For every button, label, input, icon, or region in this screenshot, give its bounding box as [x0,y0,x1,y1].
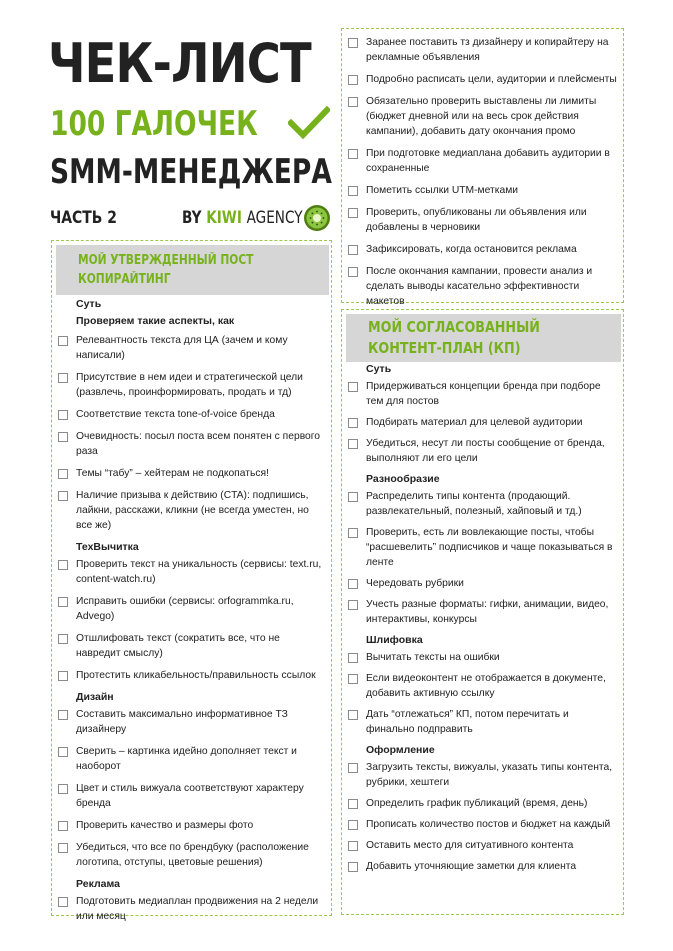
checklist-item[interactable] [348,205,619,235]
checkbox[interactable] [348,600,358,610]
checklist-item-label: После окончания кампании, провести анализ и сделать выводы касательно эффективности макетов [366,266,593,307]
checklist-item[interactable] [58,840,327,870]
checklist-item-label: Подробно расписать цели, аудитории и плейсменты [366,74,617,85]
checklist-item[interactable] [348,838,619,853]
checklist-item[interactable] [58,818,327,833]
checklist-item-label: Отшлифовать текст (сократить все, что не навредит смыслу) [76,633,280,659]
checklist-item-label: Убедиться, что все по брендбуку (расположение логотипа, отступы, цветовые решения) [76,842,309,868]
checklist-item[interactable] [348,796,619,811]
checkbox[interactable] [58,432,68,442]
checkbox[interactable] [58,747,68,757]
checkbox[interactable] [348,38,358,48]
approved-post-heading [56,245,329,295]
checklist-item-label: Подготовить медиаплан продвижения на 2 недели или месяц [76,896,319,922]
checklist-item-label: Если видеоконтент не отображается в документе, добавить активную ссылку [366,673,606,699]
checklist-item-label: Проверить, есть ли вовлекающие посты, чтобы “расшевелить” подписчиков и чаще показываться в ленте [366,527,613,568]
checklist-item-label: Оставить место для ситуативного контента [366,840,574,851]
checklist-item[interactable] [348,72,619,87]
section-label: Шлифовка [366,634,423,646]
content-plan-checklist [348,362,619,880]
checklist-item-label: Составить максимально информативное ТЗ дизайнеру [76,709,288,735]
checklist-item[interactable] [348,436,619,466]
checkbox[interactable] [58,843,68,853]
checklist-item-label: Определить график публикаций (время, день) [366,798,588,809]
checklist-item-label: При подготовке медиаплана добавить аудитории в сохраненные [366,148,610,174]
checklist-item[interactable] [348,760,619,790]
checkmark-icon [288,106,330,140]
checkbox[interactable] [348,245,358,255]
checkbox[interactable] [348,799,358,809]
checklist-item-label: Сверить – картинка идейно дополняет текст и наоборот [76,746,297,772]
checkbox[interactable] [348,841,358,851]
brand-kiwi: KIWI [206,208,242,228]
checklist-item[interactable] [58,557,327,587]
section-label: Дизайн [76,691,114,703]
checklist-item-label: Вычитать тексты на ошибки [366,652,500,663]
checkbox[interactable] [58,897,68,907]
checklist-item[interactable] [58,594,327,624]
checklist-item-label: Прописать количество постов и бюджет на каждый [366,819,611,830]
checklist-item-label: Чередовать рубрики [366,578,464,589]
approved-post-panel [51,240,332,922]
section-label: Оформление [366,744,435,756]
checklist-item[interactable] [58,429,327,459]
checklist-item[interactable] [58,370,327,400]
checklist-item-label: Темы “табу” – хейтерам не подкопаться! [76,468,269,479]
checklist-item-label: Подбирать материал для целевой аудитории [366,417,583,428]
checkbox[interactable] [348,149,358,159]
checklist-item-label: Дать “отлежаться” КП, потом перечитать и финально подправить [366,709,569,735]
section-label: Суть [366,363,392,375]
checklist-item[interactable] [348,264,619,309]
approved-post-heading-line2: КОПИРАЙТИНГ [78,272,171,287]
checklist-item[interactable] [348,183,619,198]
checklist-item[interactable] [348,576,619,591]
checkbox[interactable] [348,97,358,107]
checklist-item[interactable] [58,894,327,924]
checklist-item-label: Проверить качество и размеры фото [76,820,254,831]
checklist-item-label: Зафиксировать, когда остановится реклама [366,244,577,255]
checkbox[interactable] [348,820,358,830]
checklist-item[interactable] [348,146,619,176]
checkbox[interactable] [348,528,358,538]
checklist-item[interactable] [348,671,619,701]
checklist-item-label: Наличие призыва к действию (CTA): подпишись, лайкни, расскажи, кликни (не всегда уместен, но все же) [76,490,309,531]
checklist-item-label: Соответствие текста tone-of-voice бренда [76,409,275,420]
checklist-item-label: Распределить типы контента (продающий. развлекательный, полезный, хайповый и тд.) [366,491,582,517]
checklist-item[interactable] [348,817,619,832]
checkbox[interactable] [58,336,68,346]
brand-credit [182,208,303,228]
checkbox[interactable] [58,469,68,479]
checkbox[interactable] [58,671,68,681]
checklist-item[interactable] [348,35,619,65]
page-title: ЧЕК-ЛИСТ [48,32,311,95]
checklist-item[interactable] [348,379,619,409]
checkbox[interactable] [348,418,358,428]
checkbox[interactable] [348,763,358,773]
checklist-item-label: Цвет и стиль вижуала соответствуют характеру бренда [76,783,304,809]
checklist-item-label: Придерживаться концепции бренда при подборе тем для постов [366,381,601,407]
checklist-item-label: Обязательно проверить выставлены ли лимиты (бюджет дневной или на весь срок действия кампании), добавить дату окончания промо [366,96,597,137]
checklist-item-label: Убедиться, несут ли посты сообщение от бренда, выполняют ли его цели [366,438,605,464]
checklist-item-label: Протестить кликабельность/правильность ссылок [76,670,316,681]
checklist-item-label: Присутствие в нем идеи и стратегической цели (развлечь, проинформировать, продать и тд) [76,372,303,398]
checklist-item[interactable] [58,781,327,811]
checklist-item[interactable] [58,707,327,737]
checkbox[interactable] [348,862,358,872]
checklist-item-label: Загрузить тексты, вижуалы, указать типы контента, рубрики, хештеги [366,762,613,788]
ads-checklist [348,35,619,316]
content-plan-heading-line1: МОЙ СОГЛАСОВАННЫЙ [368,318,540,336]
checklist-item-label: Релевантность текста для ЦА (зачем и кому написали) [76,335,288,361]
checkbox[interactable] [58,410,68,420]
part-label: ЧАСТЬ 2 [50,208,117,228]
checklist-item[interactable] [348,415,619,430]
checkbox[interactable] [348,674,358,684]
checkbox[interactable] [348,382,358,392]
checkbox[interactable] [348,186,358,196]
checkbox[interactable] [58,784,68,794]
section-label: Разнообразие [366,473,440,485]
part-row [50,204,330,234]
checkbox[interactable] [58,821,68,831]
checklist-item-label: Проверить, опубликованы ли объявления или добавлены в черновики [366,207,587,233]
checkbox[interactable] [348,267,358,277]
checklist-item[interactable] [348,94,619,139]
page-subtitle-green: 100 ГАЛОЧЕК [50,104,258,144]
checklist-item[interactable] [348,707,619,737]
section-intro: Проверяем такие аспекты, как [76,315,235,327]
checkbox[interactable] [348,439,358,449]
checkbox[interactable] [348,710,358,720]
checkbox[interactable] [58,710,68,720]
checklist-item[interactable] [348,650,619,665]
content-plan-heading-line2: КОНТЕНТ-ПЛАН (КП) [368,339,521,357]
brand-agency: AGENCY [246,208,303,228]
checkbox[interactable] [58,373,68,383]
checkbox[interactable] [348,653,358,663]
checklist-item-label: Очевидность: посыл поста всем понятен с первого раза [76,431,321,457]
checklist-item[interactable] [58,488,327,533]
content-plan-heading [346,314,621,362]
checklist-item-label: Пометить ссылки UTM-метками [366,185,519,196]
checklist-item[interactable] [348,242,619,257]
checkbox[interactable] [58,597,68,607]
checkbox[interactable] [348,579,358,589]
checklist-item[interactable] [348,597,619,627]
kiwi-logo-icon [303,204,331,232]
checklist-item-label: Исправить ошибки (сервисы: orfogrammka.ru, Advego) [76,596,294,622]
checklist-item[interactable] [58,466,327,481]
checklist-item[interactable] [58,668,327,683]
checklist-item[interactable] [58,333,327,363]
checklist-item-label: Проверить текст на уникальность (сервисы: text.ru, content-watch.ru) [76,559,322,585]
checklist-item[interactable] [348,859,619,874]
approved-post-heading-line1: МОЙ УТВЕРЖДЕННЫЙ ПОСТ [78,253,254,268]
checklist-item[interactable] [58,744,327,774]
section-label: ТехВычитка [76,541,139,553]
page-subtitle-dark: SMM-МЕНЕДЖЕРА [50,152,332,192]
checkbox[interactable] [348,75,358,85]
checklist-item[interactable] [58,631,327,661]
checkbox[interactable] [348,208,358,218]
section-label: Суть [76,298,102,310]
checklist-item-label: Добавить уточняющие заметки для клиента [366,861,577,872]
checklist-item[interactable] [348,525,619,570]
checkbox[interactable] [348,492,358,502]
content-plan-panel [341,309,624,915]
checkbox[interactable] [58,634,68,644]
section-label: Реклама [76,878,120,890]
approved-post-checklist [58,297,327,931]
checkbox[interactable] [58,560,68,570]
checklist-item[interactable] [58,407,327,422]
ads-checklist-panel [341,28,624,307]
checklist-item-label: Учесть разные форматы: гифки, анимации, видео, интерактивы, конкурсы [366,599,609,625]
checkbox[interactable] [58,491,68,501]
checklist-item-label: Заранее поставить тз дизайнеру и копирайтеру на рекламные объявления [366,37,609,63]
brand-by: BY [182,208,202,228]
checklist-item[interactable] [348,489,619,519]
